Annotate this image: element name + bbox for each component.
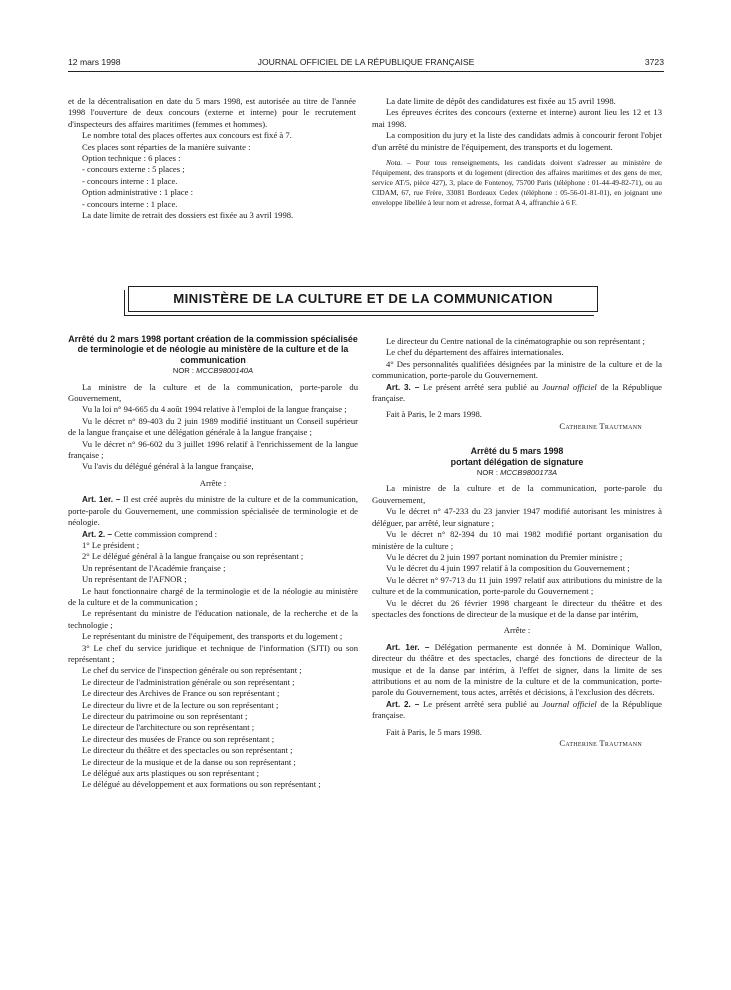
header-journal-title: JOURNAL OFFICIEL DE LA RÉPUBLIQUE FRANÇAISE	[257, 57, 475, 67]
visa: Vu le décret du 2 juin 1997 portant nomination du Premier ministre ;	[386, 551, 623, 562]
article-text: de la République française.	[372, 698, 662, 721]
signature: Catherine Trautmann	[559, 420, 642, 431]
article-text: Le présent arrêté sera publié au	[423, 381, 539, 392]
article-text: Cette commission comprend :	[114, 528, 218, 539]
article-label: Art. 1er. –	[82, 495, 121, 505]
article-text: Le présent arrêté sera publié au	[423, 698, 539, 709]
member-item: 1° Le président ;	[82, 539, 140, 550]
visa: Vu le décret n° 82-394 du 10 mai 1982 modifié portant organisation du ministère de la culture ;	[372, 529, 662, 551]
member-item: Le directeur du théâtre et des spectacles ou son représentant ;	[82, 745, 293, 756]
header-page-number: 3723	[644, 57, 664, 67]
visa: Vu le décret n° 96-602 du 3 juillet 1996 relatif à l'enrichissement de la langue française ;	[68, 438, 358, 461]
member-item: Le délégué au développement et aux formations ou son représentant ;	[82, 779, 321, 790]
signature: Catherine Trautmann	[559, 738, 642, 748]
paragraph: - concours externe : 5 places ;	[82, 164, 185, 175]
nor-label: NOR :	[476, 468, 498, 478]
member-item: Le chef du service de l'inspection générale ou son représentant ;	[82, 665, 302, 676]
arrete-keyword: Arrête :	[503, 625, 531, 636]
member-item: Le directeur du livre et de la lecture ou son représentant ;	[82, 699, 279, 710]
member-item: Le directeur des musées de France ou son représentant ;	[82, 733, 275, 744]
paragraph: et de la décentralisation en date du 5 mars 1998, est autorisée au titre de l'année 1998 l'ouverture de deux concours (externe et interne) pour le recrutement d'inspecteurs des affaires maritimes (femmes et hommes).	[68, 96, 356, 129]
article-label: Art. 2. –	[82, 529, 113, 539]
journal-name: Journal officiel	[542, 381, 597, 392]
top-left-column	[68, 96, 356, 221]
member-item: 2° Le délégué général à la langue française ou son représentant ;	[82, 551, 304, 562]
member-item: Le délégué aux arts plastiques ou son représentant ;	[82, 768, 260, 779]
visa: Vu la loi n° 94-665 du 4 août 1994 relative à l'emploi de la langue française ;	[82, 404, 347, 415]
member-item: 4° Des personnalités qualifiées désignées par la ministre de la culture et de la communication, porte-parole du Gouvernement.	[372, 358, 662, 381]
article-2	[68, 529, 358, 540]
done-at: Fait à Paris, le 2 mars 1998.	[386, 409, 482, 420]
article-text: Délégation permanente est donnée à M. Dominique Wallon, directeur du théâtre et des spectacles, chargé des fonctions de directeur de la musique et de la danse par intérim, à l'effet de signer, dans la limite de ses attributions et au nom de la ministre de la culture et de la communication, porte-parole du Gouvernement, tous actes, arrêtés et décisions, à l'exclusion des décrets.	[372, 641, 662, 698]
paragraph: Les épreuves écrites des concours (externe et interne) auront lieu les 12 et 13 mai 1998.	[372, 107, 662, 129]
visa: Vu le décret du 26 février 1998 chargeant le directeur du théâtre et des spectacles des fonctions de directeur de la musique et de la danse par intérim,	[372, 597, 662, 619]
arrete-keyword: Arrête :	[199, 477, 227, 488]
article-1	[372, 642, 662, 699]
paragraph: - concours interne : 1 place.	[82, 175, 178, 186]
article-1	[68, 494, 358, 528]
article-text: Il est créé auprès du ministre de la culture et de la communication, porte-parole du Gouvernement, une commission spécialisée de terminologie et de néologie.	[68, 494, 358, 528]
member-item: Le représentant du ministre de l'éducation nationale, de la recherche et de la technologie ;	[68, 608, 358, 630]
right-lower-column	[372, 336, 662, 749]
nota-text: – Pour tous renseignements, les candidats doivent s'adresser au ministère de l'équipement, des transports et du logement (direction des affaires maritimes et des gens de mer, service AT/5, pièce 427), 3, place de Fontenoy, 75700 Paris (téléphone : 01-44-49-82-71), ou au CIDAM, 67, rue Frère, 33081 Bordeaux Cedex (téléphone : 05-56-01-81-01), en joignant une enveloppe libellée à leur nom et adresse, format A 4, affranchie à 6 F.	[372, 158, 662, 208]
visa: Vu le décret n° 47-233 du 23 janvier 1947 modifié autorisant les ministres à déléguer, par arrêté, leur signature ;	[372, 506, 662, 528]
paragraph: La composition du jury et la liste des candidats admis à concourir feront l'objet d'un arrêté du ministre de l'équipement, des transports et du logement.	[372, 130, 662, 152]
page-header	[68, 57, 664, 69]
member-item: Le directeur de l'architecture ou son représentant ;	[82, 722, 255, 733]
article-3	[372, 382, 662, 405]
arrete1-left-column	[68, 334, 358, 791]
paragraph: Option technique : 6 places :	[82, 153, 181, 164]
arrete1-title: Arrêté du 2 mars 1998 portant création de la commission spécialisée de terminologie et de néologie au ministère de la culture et de la communication	[68, 334, 358, 365]
member-item: Le directeur des Archives de France ou son représentant ;	[82, 688, 280, 699]
paragraph: Ces places sont réparties de la manière suivante :	[82, 141, 251, 152]
member-item: 3° Le chef du service juridique et technique de l'information (SJTI) ou son représentant ;	[68, 642, 358, 664]
nor-code: MCCB9800173A	[500, 468, 558, 478]
visa: Vu le décret n° 97-713 du 11 juin 1997 relatif aux attributions du ministre de la culture et de la communication, porte-parole du Gouvernement ;	[372, 574, 662, 597]
top-right-column	[372, 96, 662, 208]
visa: Vu le décret n° 89-403 du 2 juin 1989 modifié instituant un Conseil supérieur de la langue française et une délégation générale à la langue française ;	[68, 415, 358, 438]
done-at: Fait à Paris, le 5 mars 1998.	[386, 726, 482, 737]
member-item: Le directeur du patrimoine ou son représentant ;	[82, 711, 248, 721]
article-label: Art. 1er. –	[386, 642, 430, 652]
paragraph: Le nombre total des places offertes aux concours est fixé à 7.	[82, 130, 292, 141]
visa: La ministre de la culture et de la communication, porte-parole du Gouvernement,	[372, 483, 662, 505]
paragraph: - concours interne : 1 place.	[82, 198, 178, 209]
member-item: Le chef du département des affaires internationales.	[386, 347, 564, 358]
visa: Vu l'avis du délégué général à la langue française,	[82, 461, 254, 472]
visa: La ministre de la culture et de la communication, porte-parole du Gouvernement,	[68, 381, 358, 404]
paragraph: Option administrative : 1 place :	[82, 187, 193, 198]
member-item: Le représentant du ministre de l'équipement, des transports et du logement ;	[82, 631, 343, 642]
arrete2-nor	[372, 467, 662, 478]
arrete2-title-line1: Arrêté du 5 mars 1998	[470, 446, 564, 457]
header-date: 12 mars 1998	[68, 57, 121, 67]
nota-paragraph	[372, 158, 662, 208]
article-label: Art. 2. –	[386, 699, 420, 709]
header-rule	[68, 71, 664, 72]
article-label: Art. 3. –	[386, 382, 420, 392]
nota-label: Nota.	[386, 158, 403, 168]
arrete1-nor	[68, 365, 358, 376]
nor-label: NOR :	[172, 366, 194, 376]
nor-code: MCCB9800140A	[196, 366, 254, 376]
paragraph: La date limite de retrait des dossiers est fixée au 3 avril 1998.	[82, 210, 294, 221]
visa: Vu le décret du 4 juin 1997 relatif à la composition du Gouvernement ;	[386, 563, 630, 574]
article-2	[372, 699, 662, 722]
member-item: Le directeur du Centre national de la cinématographie ou son représentant ;	[386, 336, 645, 346]
ministry-heading: MINISTÈRE DE LA CULTURE ET DE LA COMMUNICATION	[128, 286, 598, 312]
paragraph: La date limite de dépôt des candidatures est fixée au 15 avril 1998.	[386, 96, 616, 106]
member-item: Le directeur de l'administration générale ou son représentant ;	[82, 676, 295, 687]
article-text: de la République française.	[372, 381, 662, 404]
member-item: Le haut fonctionnaire chargé de la terminologie et de la néologie au ministère de la culture et de la communication ;	[68, 585, 358, 607]
journal-name: Journal officiel	[542, 698, 597, 709]
member-item: Un représentant de l'Académie française ;	[82, 562, 226, 573]
member-item: Le directeur de la musique et de la danse ou son représentant ;	[82, 756, 296, 767]
member-item: Un représentant de l'AFNOR ;	[82, 574, 187, 585]
arrete2-title-line2: portant délégation de signature	[450, 456, 584, 467]
